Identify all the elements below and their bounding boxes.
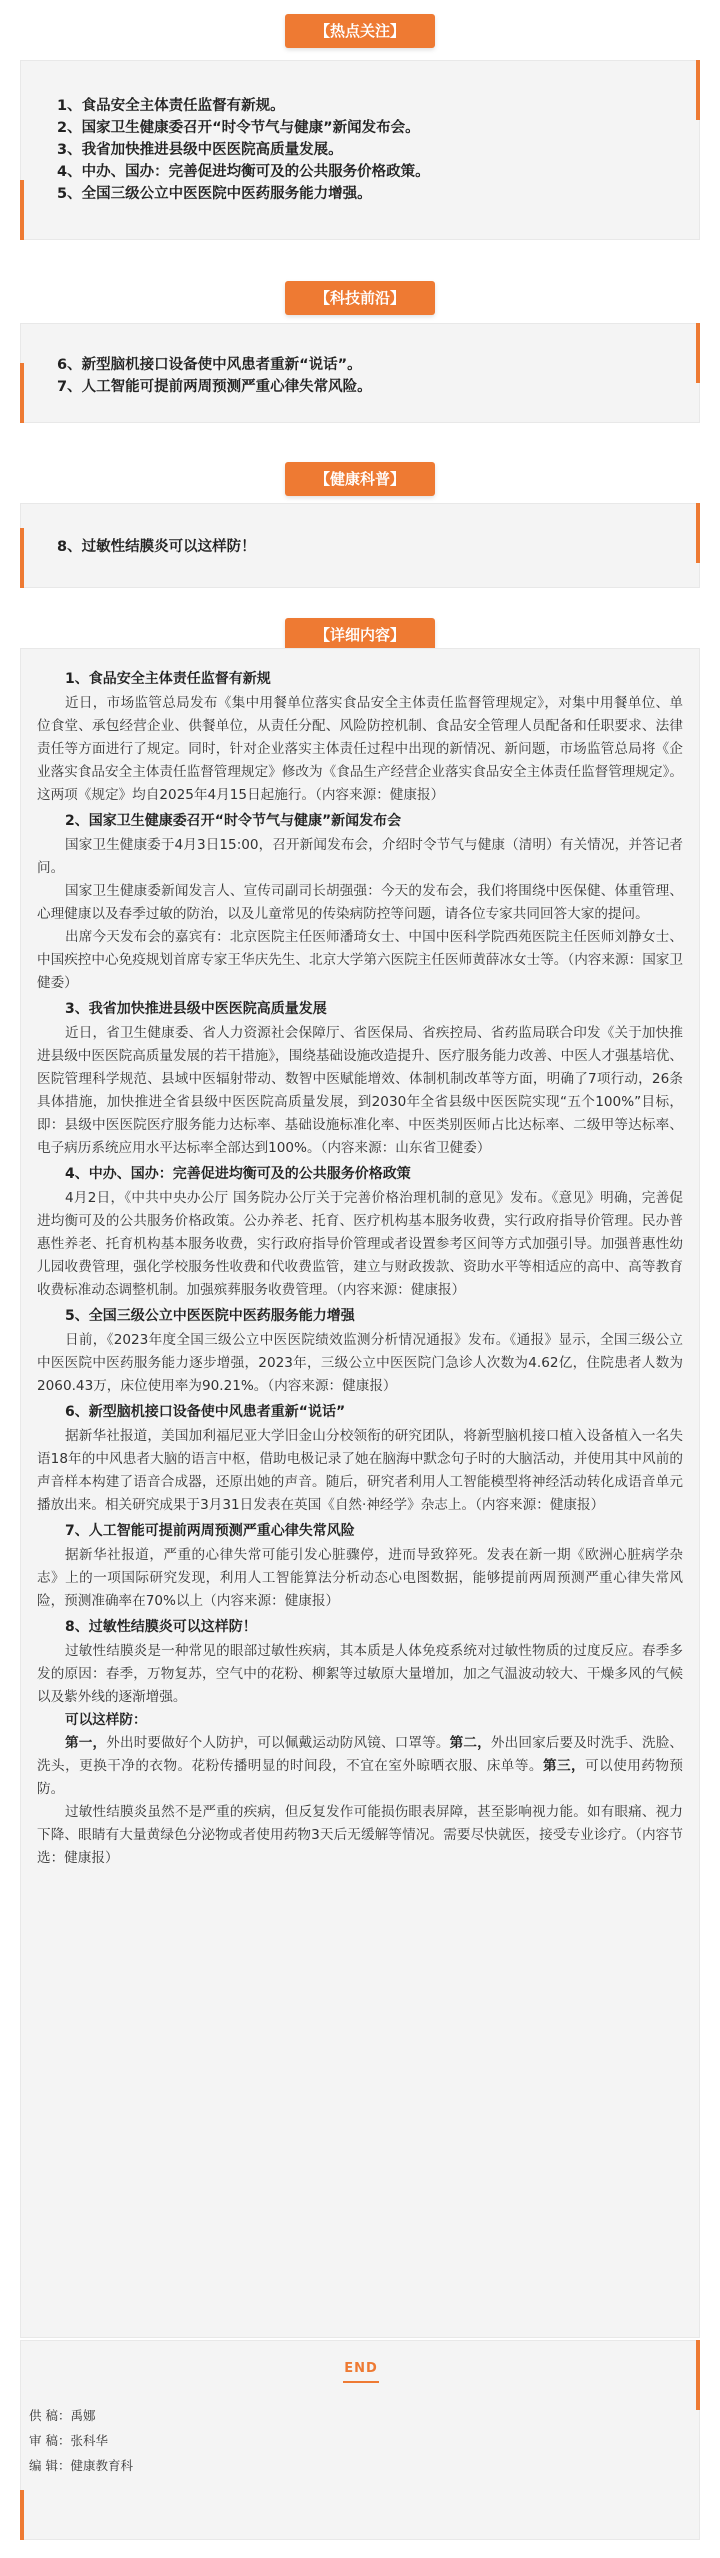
article-heading: 4、中办、国办：完善促进均衡可及的公共服务价格政策 [65, 1166, 411, 1182]
article-paragraph: 出席今天发布会的嘉宾有：北京医院主任医师潘琦女士、中国中医科学院西苑医院主任医师刘静女士、中国疾控中心免疫规划首席专家王华庆先生、北京大学第六医院主任医师黄薛冰女士等。（内容来源：国家卫健委） [37, 929, 683, 991]
tech-list [21, 354, 699, 398]
article-paragraph: 过敏性结膜炎是一种常见的眼部过敏性疾病，其本质是人体免疫系统对过敏性物质的过度反应。春季多发的原因：春季，万物复苏，空气中的花粉、柳絮等过敏原大量增加，加之气温波动较大、干燥多风的气候以及紫外线的逐渐增强。 [37, 1643, 683, 1705]
list-item[interactable]: 4、中办、国办：完善促进均衡可及的公共服务价格政策。 [57, 164, 430, 180]
article-heading: 3、我省加快推进县级中医医院高质量发展 [65, 1001, 327, 1017]
section-header-tech [0, 285, 720, 311]
article-heading: 6、新型脑机接口设备使中风患者重新“说话” [65, 1404, 346, 1420]
section-header-health [0, 466, 720, 492]
article-heading: 5、全国三级公立中医医院中医药服务能力增强 [65, 1308, 355, 1324]
list-item[interactable]: 8、过敏性结膜炎可以这样防！ [57, 539, 256, 555]
article-paragraph: 国家卫生健康委于4月3日15:00，召开新闻发布会，介绍时令节气与健康（清明）有关情况，并答记者问。 [37, 837, 683, 876]
article-paragraph: 第一，外出时要做好个人防护，可以佩戴运动防风镜、口罩等。第二，外出回家后要及时洗手、洗脸、洗头，更换干净的衣物。花粉传播明显的时间段，不宜在室外晾晒衣服、床单等。第三，可以使用药物预防。 [37, 1735, 684, 1797]
section-title-health: 【健康科普】 [285, 462, 435, 496]
article-paragraph: 据新华社报道，美国加利福尼亚大学旧金山分校领衔的研究团队，将新型脑机接口植入设备植入一名失语18年的中风患者大脑的语言中枢，借助电极记录了她在脑海中默念句子时的大脑活动，并使用其中风前的声音样本构建了语音合成器，还原出她的声音。随后，研究者利用人工智能模型将神经活动转化成语音单元播放出来。相关研究成果于3月31日发表在英国《自然·神经学》杂志上。（内容来源：健康报） [37, 1428, 683, 1513]
section-title-detail: 【详细内容】 [285, 618, 435, 652]
emphasis: 第二， [449, 1735, 491, 1751]
article-paragraph: 过敏性结膜炎虽然不是严重的疾病，但反复发作可能损伤眼表屏障，甚至影响视力能。如有眼痛、视力下降、眼睛有大量黄绿色分泌物或者使用药物3天后无缓解等情况。需要尽快就医，接受专业诊疗。（内容节选：健康报） [37, 1804, 683, 1866]
article-heading: 2、国家卫生健康委召开“时令节气与健康”新闻发布会 [65, 813, 402, 829]
list-item[interactable]: 5、全国三级公立中医医院中医药服务能力增强。 [57, 186, 372, 202]
article-subheading: 可以这样防： [65, 1712, 147, 1728]
article-paragraph: 近日，省卫生健康委、省人力资源社会保障厅、省医保局、省疾控局、省药监局联合印发《关于加快推进县级中医医院高质量发展的若干措施》，围绕基础设施改造提升、医疗服务能力改善、中医人才强基培优、医院管理科学规范、县域中医辐射带动、数智中医赋能增效、体制机制改革等方面，明确了7项行动，26条具体措施，加快推进全省县级中医医院高质量发展，到2030年全省县级中医医院实现“五个100%”目标，即：县级中医医院医疗服务能力达标率、基础设施标准化率、中医类别医师占比达标率、二级甲等达标率、电子病历系统应用水平达标率全部达到100%。（内容来源：山东省卫健委） [37, 1025, 683, 1156]
list-item[interactable]: 2、国家卫生健康委召开“时令节气与健康”新闻发布会。 [57, 120, 420, 136]
list-item[interactable]: 7、人工智能可提前两周预测严重心律失常风险。 [57, 379, 372, 395]
emphasis: 第一， [65, 1735, 107, 1751]
hot-box [20, 60, 700, 240]
article-paragraph: 近日，市场监管总局发布《集中用餐单位落实食品安全主体责任监督管理规定》，对集中用餐单位、单位食堂、承包经营企业、供餐单位，从责任分配、风险防控机制、食品安全管理人员配备和任职要求、法律责任等方面进行了规定。同时，针对企业落实主体责任过程中出现的新情况、新问题，市场监管总局将《企业落实食品安全主体责任监督管理规定》修改为《食品生产经营企业落实食品安全主体责任监督管理规定》。这两项《规定》均自2025年4月15日起施行。（内容来源：健康报） [37, 695, 683, 803]
end-label: END [344, 2361, 378, 2376]
section-title-hot: 【热点关注】 [285, 14, 435, 48]
health-list [21, 536, 699, 558]
article-heading: 8、过敏性结膜炎可以这样防！ [65, 1619, 257, 1635]
credit-line: 供 稿：禹娜 [29, 2408, 96, 2423]
detail-content [20, 648, 700, 2338]
list-item[interactable]: 1、食品安全主体责任监督有新规。 [57, 98, 285, 114]
article-paragraph: 4月2日，《中共中央办公厅 国务院办公厅关于完善价格治理机制的意见》发布。《意见》明确，完善促进均衡可及的公共服务价格政策。公办养老、托育、医疗机构基本服务收费，实行政府指导价管理。民办普惠性养老、托育机构基本服务收费，实行政府指导价管理或者设置参考区间等方式加强引导。加强普惠性幼儿园收费管理，强化学校服务性收费和代收费监管，建立与财政拨款、资助水平等相适应的高中、高等教育收费标准动态调整机制。加强殡葬服务收费管理。（内容来源：健康报） [37, 1190, 683, 1298]
health-box [20, 503, 700, 588]
section-header-hot [0, 18, 720, 44]
section-title-tech: 【科技前沿】 [285, 281, 435, 315]
article-paragraph: 日前，《2023年度全国三级公立中医医院绩效监测分析情况通报》发布。《通报》显示，全国三级公立中医医院中医药服务能力逐步增强，2023年，三级公立中医医院门急诊人次数为4.62亿，住院患者人数为2060.43万，床位使用率为90.21%。（内容来源：健康报） [37, 1332, 683, 1394]
list-item[interactable]: 3、我省加快推进县级中医医院高质量发展。 [57, 142, 343, 158]
hot-list [21, 95, 699, 205]
emphasis: 第三， [542, 1758, 586, 1774]
credits [29, 2403, 133, 2478]
footer-box [20, 2340, 700, 2540]
list-item[interactable]: 6、新型脑机接口设备使中风患者重新“说话”。 [57, 357, 362, 373]
tech-box [20, 323, 700, 423]
article-paragraph: 国家卫生健康委新闻发言人、宣传司副司长胡强强：今天的发布会，我们将围绕中医保健、体重管理、心理健康以及春季过敏的防治，以及儿童常见的传染病防控等问题，请各位专家共同回答大家的提问。 [37, 883, 683, 922]
credit-line: 编 辑：健康教育科 [29, 2458, 133, 2473]
credit-line: 审 稿：张科华 [29, 2433, 108, 2448]
article-heading: 1、食品安全主体责任监督有新规 [65, 671, 271, 687]
section-header-detail [0, 622, 720, 648]
article-paragraph: 据新华社报道，严重的心律失常可能引发心脏骤停，进而导致猝死。发表在新一期《欧洲心脏病学杂志》上的一项国际研究发现，利用人工智能算法分析动态心电图数据，能够提前两周预测严重心律失常风险，预测准确率在70%以上（内容来源：健康报） [37, 1547, 683, 1609]
article-heading: 7、人工智能可提前两周预测严重心律失常风险 [65, 1523, 355, 1539]
end-divider [343, 2381, 379, 2383]
